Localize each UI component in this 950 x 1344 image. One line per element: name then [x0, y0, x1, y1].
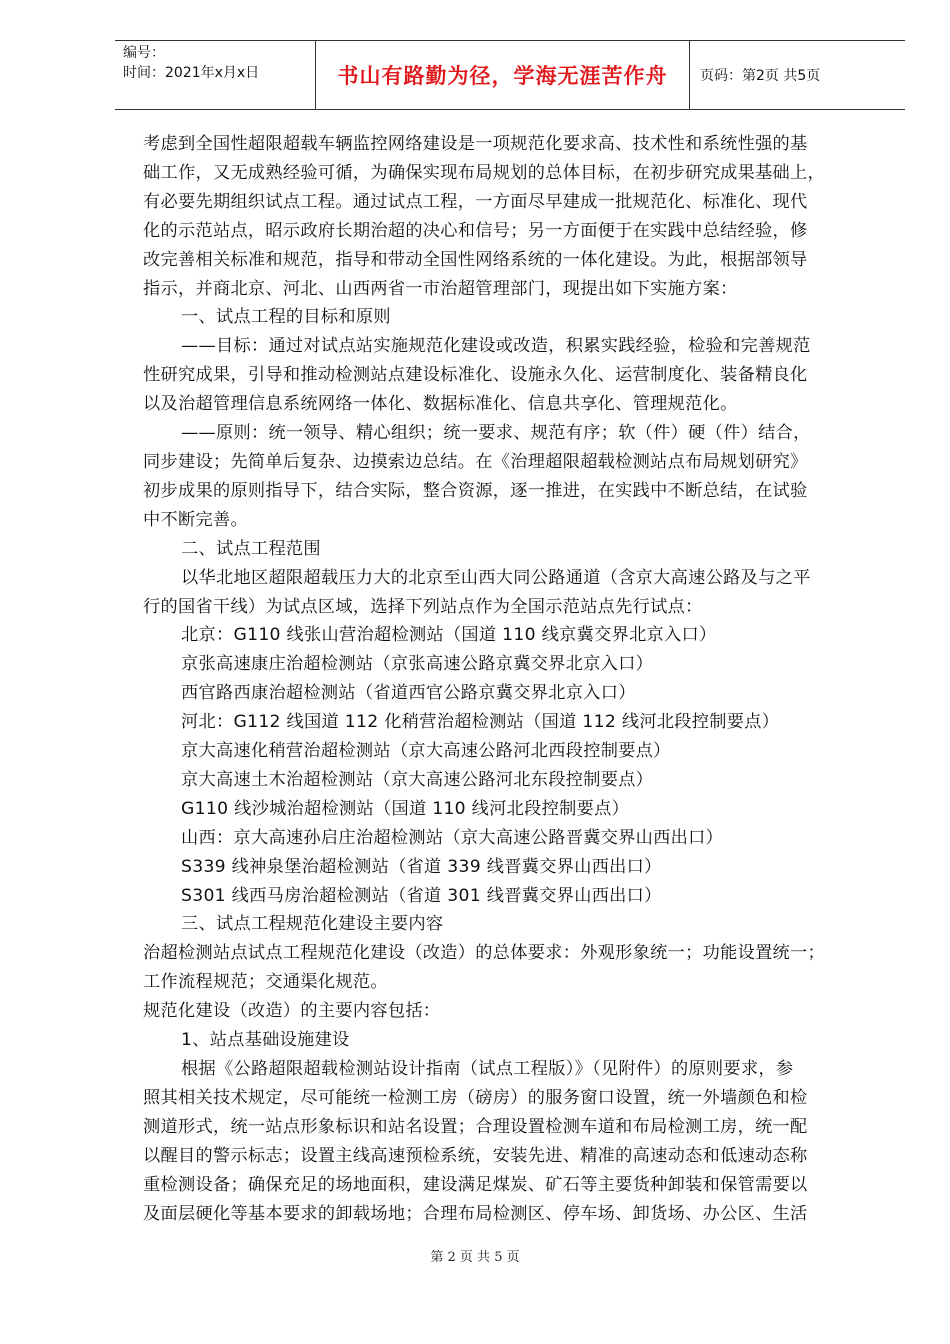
- header-motto-cell: [315, 41, 690, 109]
- body-line: 础工作，又无成熟经验可循，为确保实现布局规划的总体目标，在初步研究成果基础上，: [143, 162, 826, 183]
- body-line: 一、试点工程的目标和原则: [181, 307, 391, 328]
- body-line: 行的国省干线）为试点区域，选择下列站点作为全国示范站点先行试点：: [143, 596, 703, 617]
- body-line: 北京：G110 线张山营治超检测站（国道 110 线京冀交界北京入口）: [181, 625, 717, 646]
- body-line: 京大高速土木治超检测站（京大高速公路河北东段控制要点）: [181, 769, 654, 790]
- body-line: 及面层硬化等基本要求的卸载场地；合理布局检测区、停车场、卸货场、办公区、生活: [143, 1203, 808, 1224]
- body-line: 考虑到全国性超限超载车辆监控网络建设是一项规范化要求高、技术性和系统性强的基: [143, 134, 808, 154]
- body-line: 治超检测站点试点工程规范化建设（改造）的总体要求：外观形象统一；功能设置统一；: [143, 943, 826, 964]
- body-line: S339 线神泉堡治超检测站（省道 339 线晋冀交界山西出口）: [181, 856, 662, 877]
- body-line: 根据《公路超限超载检测站设计指南（试点工程版）》（见附件）的原则要求，参: [181, 1059, 794, 1079]
- page-footer: 第 2 页 共 5 页: [430, 1250, 520, 1265]
- body-line: 初步成果的原则指导下，结合实际，整合资源，逐一推进，在实践中不断总结，在试验: [143, 480, 808, 501]
- body-line: 有必要先期组织试点工程。通过试点工程，一方面尽早建成一批规范化、标准化、现代: [143, 191, 808, 212]
- body-line: 照其相关技术规定，尽可能统一检测工房（磅房）的服务窗口设置，统一外墙颜色和检: [143, 1087, 808, 1108]
- body-line: 二、试点工程范围: [181, 538, 321, 559]
- body-line: ——目标：通过对试点站实施规范化建设或改造，积累实践经验，检验和完善规范: [181, 336, 811, 357]
- body-line: 以醒目的警示标志；设置主线高速预检系统，安装先进、精准的高速动态和低速动态称: [143, 1145, 808, 1166]
- body-line: 性研究成果，引导和推动检测站点建设标准化、设施永久化、运营制度化、装备精良化: [143, 365, 808, 386]
- header-page-cell: [690, 41, 905, 109]
- body-line: 以及治超管理信息系统网络一体化、数据标准化、信息共享化、管理规范化。: [143, 394, 738, 415]
- time-label: 时间：2021年x月x日: [123, 65, 260, 81]
- body-line: 指示，并商北京、河北、山西两省一市治超管理部门，现提出如下实施方案：: [143, 278, 738, 299]
- body-line: S301 线西马房治超检测站（省道 301 线晋冀交界山西出口）: [181, 885, 662, 906]
- body-line: 1、站点基础设施建设: [181, 1030, 350, 1051]
- body-line: 重检测设备；确保充足的场地面积，建设满足煤炭、矿石等主要货种卸装和保管需要以: [143, 1174, 808, 1195]
- document-body: [143, 130, 893, 1228]
- number-label: 编号：: [123, 45, 165, 61]
- body-line: 工作流程规范；交通渠化规范。: [143, 972, 388, 993]
- body-line: 河北：G112 线国道 112 化稍营治超检测站（国道 112 线河北段控制要点）: [181, 712, 780, 733]
- body-line: 三、试点工程规范化建设主要内容: [181, 914, 444, 935]
- body-line: 京张高速康庄治超检测站（京张高速公路京冀交界北京入口）: [181, 654, 654, 675]
- body-line: 京大高速化稍营治超检测站（京大高速公路河北西段控制要点）: [181, 741, 671, 762]
- body-line: 测道形式，统一站点形象标识和站名设置；合理设置检测车道和布局检测工房，统一配: [143, 1116, 808, 1137]
- document-header: [115, 40, 905, 110]
- body-line: 规范化建设（改造）的主要内容包括：: [143, 1001, 441, 1022]
- body-line: 山西：京大高速孙启庄治超检测站（京大高速公路晋冀交界山西出口）: [181, 827, 724, 848]
- header-page-label: 页码：第2页 共5页: [700, 68, 821, 84]
- body-line: 改完善相关标准和规范，指导和带动全国性网络系统的一体化建设。为此，根据部领导: [143, 249, 808, 270]
- header-meta: [115, 41, 315, 109]
- body-line: 化的示范站点，昭示政府长期治超的决心和信号；另一方面便于在实践中总结经验，修: [143, 220, 808, 241]
- body-line: 同步建设；先简单后复杂、边摸索边总结。在《治理超限超载检测站点布局规划研究》: [143, 451, 808, 472]
- body-line: G110 线沙城治超检测站（国道 110 线河北段控制要点）: [181, 798, 630, 819]
- body-line: 西官路西康治超检测站（省道西官公路京冀交界北京入口）: [181, 683, 636, 704]
- header-motto: 书山有路勤为径，学海无涯苦作舟: [337, 63, 668, 88]
- body-line: ——原则：统一领导、精心组织；统一要求、规范有序；软（件）硬（件）结合，: [181, 423, 811, 444]
- body-line: 以华北地区超限超载压力大的北京至山西大同公路通道（含京大高速公路及与之平: [181, 567, 811, 588]
- body-line: 中不断完善。: [143, 509, 248, 530]
